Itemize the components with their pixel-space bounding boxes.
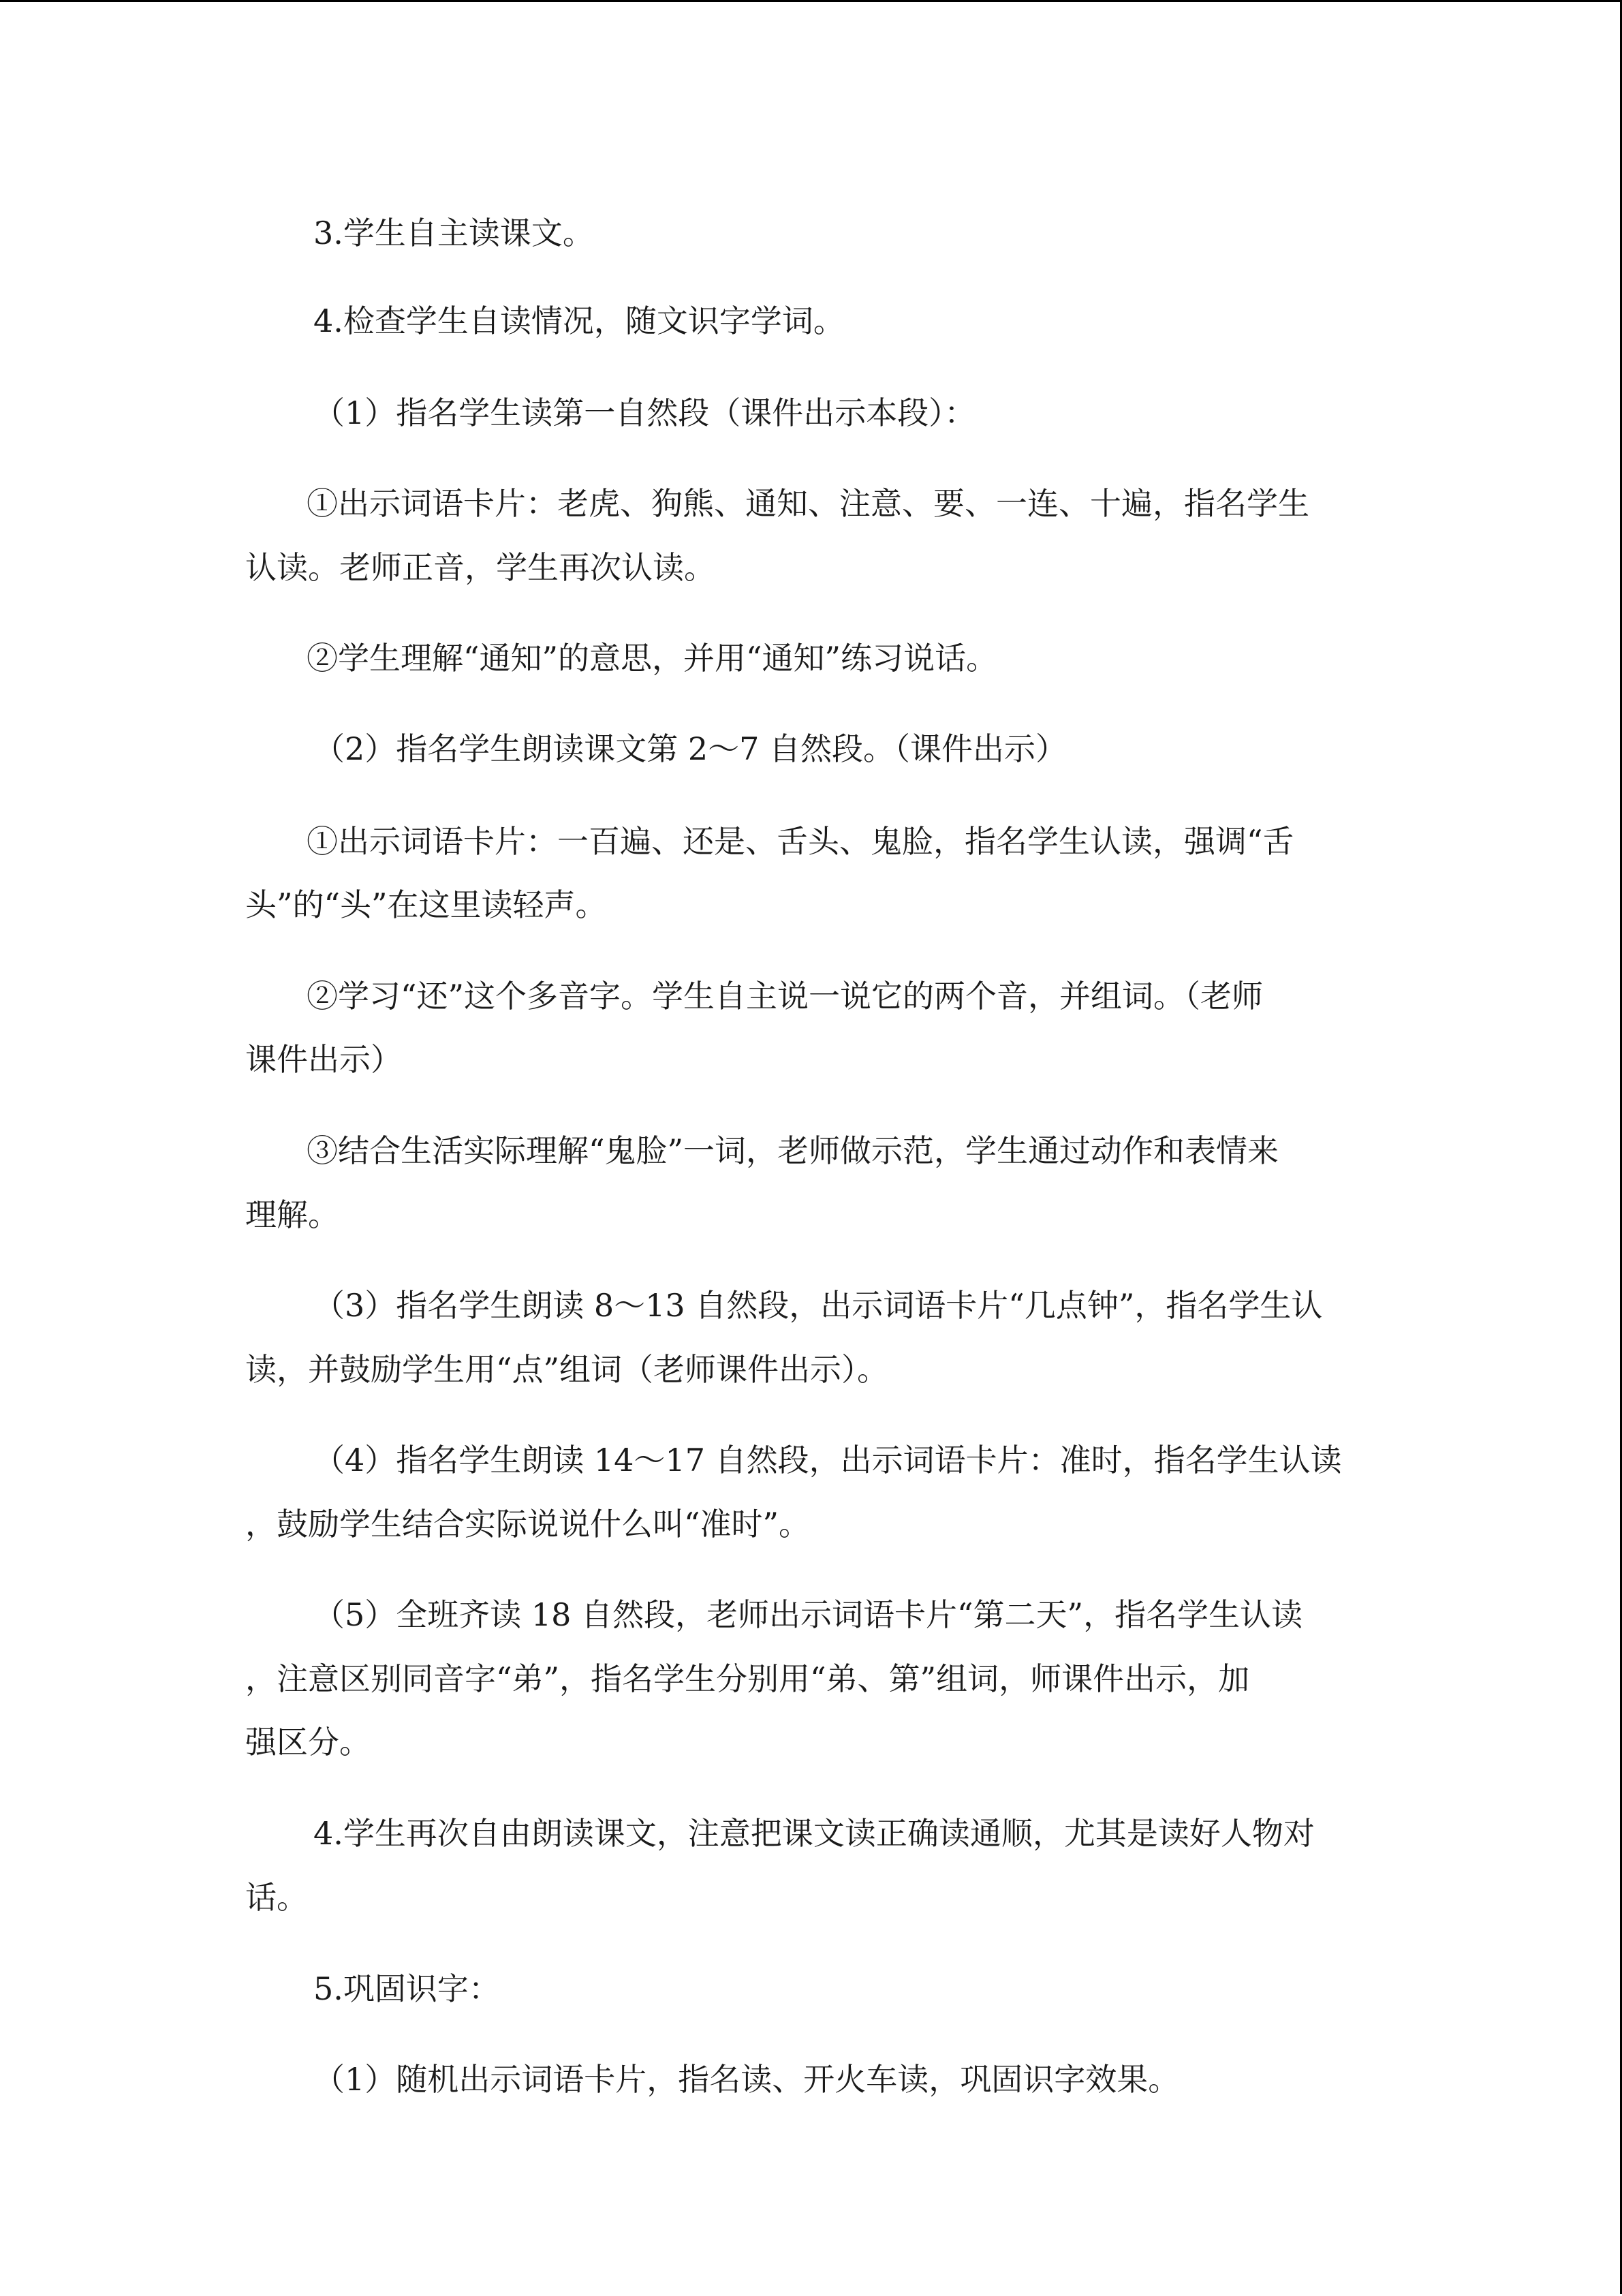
paragraph-line: ②学习“还”这个多音字。学生自主说一说它的两个音，并组词。（老师 [307, 978, 1264, 1014]
paragraph-line: （1）指名学生读第一自然段（课件出示本段）： [313, 394, 976, 431]
paragraph-line: （3）指名学生朗读 8～13 自然段，出示词语卡片“几点钟”，指名学生认 [313, 1287, 1323, 1324]
paragraph-line: 3.学生自主读课文。 [313, 215, 594, 251]
paragraph-line: ①出示词语卡片：老虎、狗熊、通知、注意、要、一连、十遍，指名学生 [307, 485, 1309, 522]
paragraph-line: 头”的“头”在这里读轻声。 [245, 886, 607, 923]
paragraph-line: 4.学生再次自由朗读课文，注意把课文读正确读通顺，尤其是读好人物对 [313, 1815, 1315, 1852]
paragraph-line: 读，并鼓励学生用“点”组词（老师课件出示）。 [245, 1351, 889, 1388]
paragraph-line: ，注意区别同音字“弟”，指名学生分别用“弟、第”组词，师课件出示，加 [245, 1660, 1250, 1697]
paragraph-line: 强区分。 [245, 1724, 371, 1760]
paragraph-line: 认读。老师正音，学生再次认读。 [245, 549, 715, 586]
paragraph-line: （2）指名学生朗读课文第 2～7 自然段。（课件出示） [313, 730, 1067, 767]
paragraph-line: ①出示词语卡片：一百遍、还是、舌头、鬼脸，指名学生认读，强调“舌 [307, 823, 1294, 860]
paragraph-line: 话。 [245, 1879, 308, 1916]
paragraph-line: ③结合生活实际理解“鬼脸”一词，老师做示范，学生通过动作和表情来 [307, 1132, 1279, 1169]
paragraph-line: 理解。 [245, 1196, 339, 1233]
paragraph-line: 课件出示） [245, 1041, 402, 1078]
paragraph-line: （5）全班齐读 18 自然段，老师出示词语卡片“第二天”，指名学生认读 [313, 1596, 1303, 1633]
paragraph-line: 4.检查学生自读情况，随文识字学词。 [313, 302, 845, 339]
paragraph-line: ②学生理解“通知”的意思，并用“通知”练习说话。 [307, 640, 998, 677]
paragraph-line: （4）指名学生朗读 14～17 自然段，出示词语卡片：准时，指名学生认读 [313, 1442, 1342, 1478]
paragraph-line: （1）随机出示词语卡片，指名读、开火车读，巩固识字效果。 [313, 2061, 1180, 2098]
paragraph-line: 5.巩固识字： [313, 1970, 500, 2007]
paragraph-line: ，鼓励学生结合实际说说什么叫“准时”。 [245, 1506, 811, 1542]
document-body [0, 2, 1622, 2296]
